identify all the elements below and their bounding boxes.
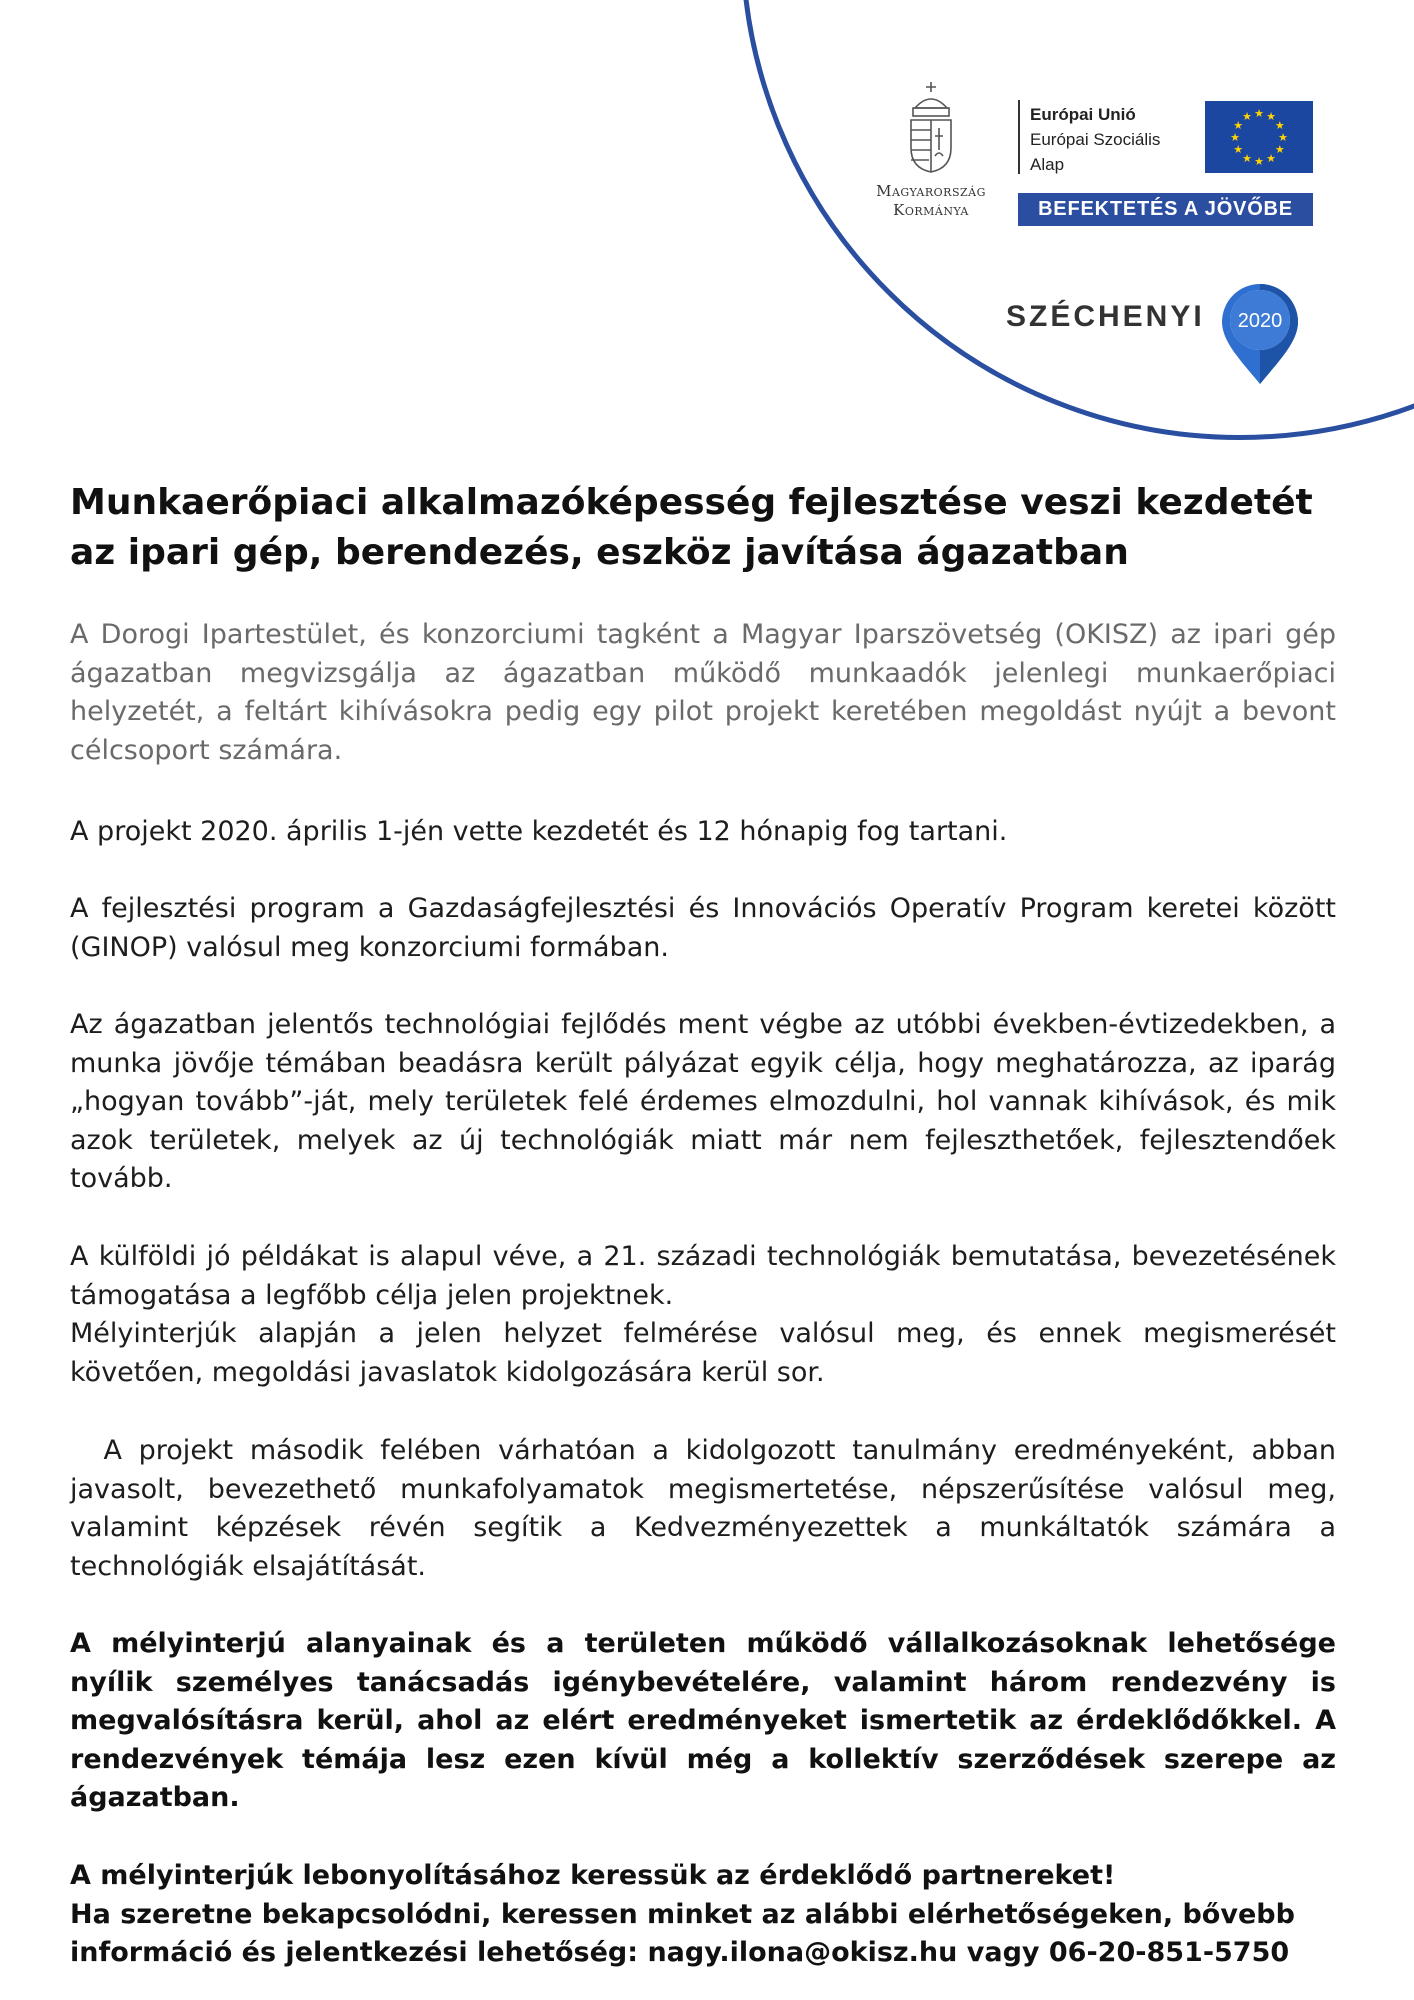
eu-star-icon: ★ (1274, 119, 1285, 132)
szechenyi-pin-icon (1220, 282, 1300, 390)
interviews-paragraph: Mélyinterjúk alapján a jelen helyzet felmérése valósul meg, és ennek megismerését követően, megoldási javaslatok kidolgozására kerül sor. (70, 1318, 1336, 1388)
coat-of-arms-icon (903, 78, 959, 176)
eu-star-icon: ★ (1242, 151, 1252, 165)
eu-line2: Európai Szociális (1030, 130, 1161, 149)
development-paragraph: Az ágazatban jelentős technológiai fejlődés ment végbe az utóbbi években-évtizedekben, a munka jövője témában beadásra került pályázat egyik célja, hogy meghatározza, az iparág „hogyan tovább”-ját, mely területek felé érdemes elmozdulni, hol vannak kihívások, és mik azok területek, melyek az új technológiák miatt már nem fejleszthetőek, fejlesztendőek tovább. (70, 1009, 1336, 1195)
eu-star-icon: ★ (1230, 131, 1240, 144)
title-line1: Munkaerőpiaci alkalmazóképesség fejlesztése veszi kezdetét (70, 482, 1313, 523)
eu-star-icon: ★ (1233, 143, 1244, 156)
eu-star-icon: ★ (1254, 155, 1264, 168)
page-title (70, 478, 1340, 578)
eu-divider (1018, 100, 1020, 174)
szechenyi-year: 2020 (1237, 310, 1283, 332)
eu-star-icon: ★ (1254, 107, 1264, 120)
program-paragraph: A fejlesztési program a Gazdaságfejlesztési és Innovációs Operatív Program keretei között (GINOP) valósul meg konzorciumi formában. (70, 893, 1336, 963)
cta-line2: Ha szeretne bekapcsolódni, keressen minket az alábbi elérhetőségeken, bővebb (70, 1898, 1295, 1930)
opportunity-paragraph: A mélyinterjú alanyainak és a területen működő vállalkozásoknak lehetősége nyílik személyes tanácsadás igénybevételére, valamint három rendezvény is megvalósításra kerül, ahol az elért eredményeket ismertetik az érdeklődőkkel. A rendezvények témája lesz ezen kívül még a kollektív szerződések szerepe az ágazatban. (70, 1628, 1336, 1814)
eu-slogan-banner: BEFEKTETÉS A JÖVŐBE (1018, 193, 1313, 226)
government-name-line1: Magyarország (876, 182, 986, 200)
eu-line1: Európai Unió (1030, 105, 1136, 124)
intro-paragraph: A Dorogi Ipartestület, és konzorciumi tagként a Magyar Iparszövetség (OKISZ) az ipari gép ágazatban megvizsgálja az ágazatban működő munkaadók jelenlegi munkaerőpiaci helyzetét, a feltárt kihívásokra pedig egy pilot projekt keretében megoldást nyújt a bevont célcsoport számára. (70, 619, 1336, 766)
goal-paragraph: A külföldi jó példákat is alapul véve, a 21. századi technológiák bemutatása, bevezetésének támogatása a legfőbb célja jelen projektnek. (70, 1241, 1336, 1311)
eu-star-icon: ★ (1274, 143, 1285, 156)
eu-star-icon: ★ (1278, 131, 1288, 144)
eu-star-icon: ★ (1266, 151, 1276, 165)
call-to-action (70, 1857, 1336, 1973)
government-name-line2: Kormánya (893, 201, 969, 219)
eu-star-icon: ★ (1266, 110, 1276, 124)
cta-line3: információ és jelentkezési lehetőség: nagy.ilona@okisz.hu vagy 06-20-851-5750 (70, 1937, 1290, 1969)
title-line2: az ipari gép, berendezés, eszköz javítása ágazatban (70, 532, 1129, 573)
eu-fund-label (1030, 102, 1160, 177)
eu-flag-icon (1205, 101, 1313, 173)
eu-star-icon: ★ (1242, 110, 1252, 124)
szechenyi-label: SZÉCHENYI (1006, 300, 1205, 333)
timeline-paragraph: A projekt 2020. április 1-jén vette kezdetét és 12 hónapig fog tartani. (70, 816, 1008, 847)
eu-line3: Alap (1030, 155, 1065, 174)
second-half-paragraph: A projekt második felében várhatóan a kidolgozott tanulmány eredményeként, abban javasolt, bevezethető munkafolyamatok megismertetése, népszerűsítése valósul meg, valamint képzések révén segítik a Kedvezményezettek a munkáltatók számára a technológiák elsajátítását. (70, 1435, 1345, 1582)
cta-line1: A mélyinterjúk lebonyolításához keressük az érdeklődő partnereket! (70, 1860, 1116, 1891)
hungarian-government-logo (846, 78, 1016, 220)
eu-star-icon: ★ (1233, 119, 1244, 132)
